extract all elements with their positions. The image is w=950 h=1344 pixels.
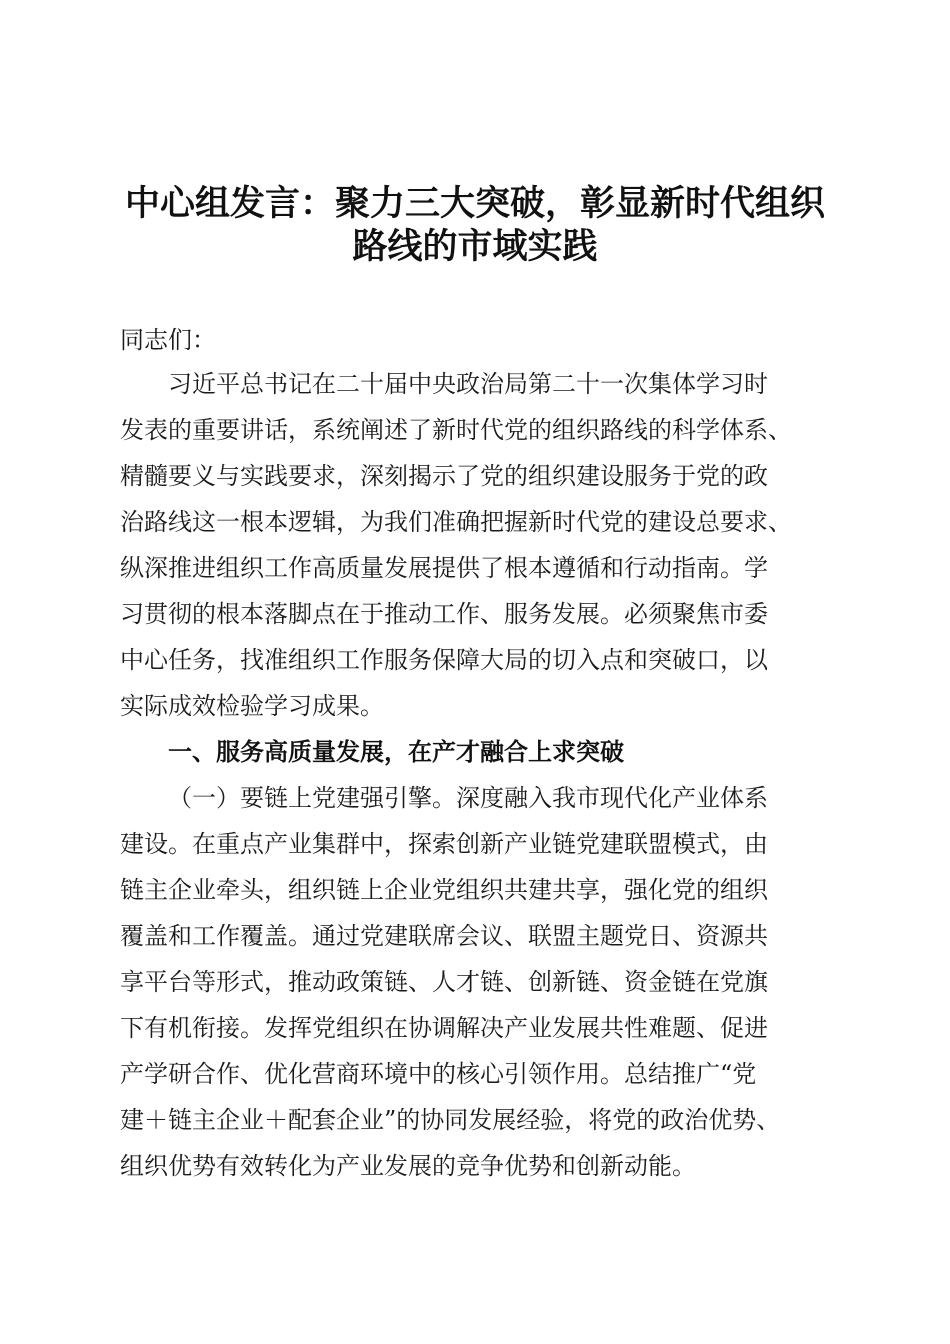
paragraph-line: 下有机衔接。发挥党组织在协调解决产业发展共性难题、促进: [120, 1014, 768, 1042]
paragraph-line: 建＋链主企业＋配套企业”的协同发展经验，将党的政治优势、: [120, 1106, 781, 1134]
section-heading-1: 一、服务高质量发展，在产才融合上求突破: [168, 738, 624, 766]
paragraph-line: 治路线这一根本逻辑，为我们准确把握新时代党的建设总要求、: [120, 508, 792, 536]
paragraph-line: 发表的重要讲话，系统阐述了新时代党的组织路线的科学体系、: [120, 416, 792, 444]
paragraph-line: 覆盖和工作覆盖。通过党建联席会议、联盟主题党日、资源共: [120, 922, 768, 950]
paragraph-line: 建设。在重点产业集群中，探索创新产业链党建联盟模式，由: [120, 830, 768, 858]
document-title-line-2: 路线的市域实践: [352, 226, 598, 267]
paragraph-line: 纵深推进组织工作高质量发展提供了根本遵循和行动指南。学: [120, 554, 768, 582]
paragraph-line: 实际成效检验学习成果。: [120, 692, 384, 720]
paragraph-line: 中心任务，找准组织工作服务保障大局的切入点和突破口，以: [120, 646, 768, 674]
paragraph-line: 组织优势有效转化为产业发展的竞争优势和创新动能。: [120, 1152, 696, 1180]
paragraph-line: 习近平总书记在二十届中央政治局第二十一次集体学习时: [168, 370, 768, 398]
paragraph-line: 产学研合作、优化营商环境中的核心引领作用。总结推广“党: [120, 1060, 757, 1088]
salutation: 同志们：: [120, 326, 216, 354]
paragraph-line: 链主企业牵头，组织链上企业党组织共建共享，强化党的组织: [120, 876, 768, 904]
paragraph-line: 精髓要义与实践要求，深刻揭示了党的组织建设服务于党的政: [120, 462, 768, 490]
paragraph-line: 习贯彻的根本落脚点在于推动工作、服务发展。必须聚焦市委: [120, 600, 768, 628]
paragraph-line: （一）要链上党建强引擎。深度融入我市现代化产业体系: [168, 784, 768, 812]
paragraph-line: 享平台等形式，推动政策链、人才链、创新链、资金链在党旗: [120, 968, 768, 996]
document-title-line-1: 中心组发言：聚力三大突破，彰显新时代组织: [124, 183, 825, 224]
